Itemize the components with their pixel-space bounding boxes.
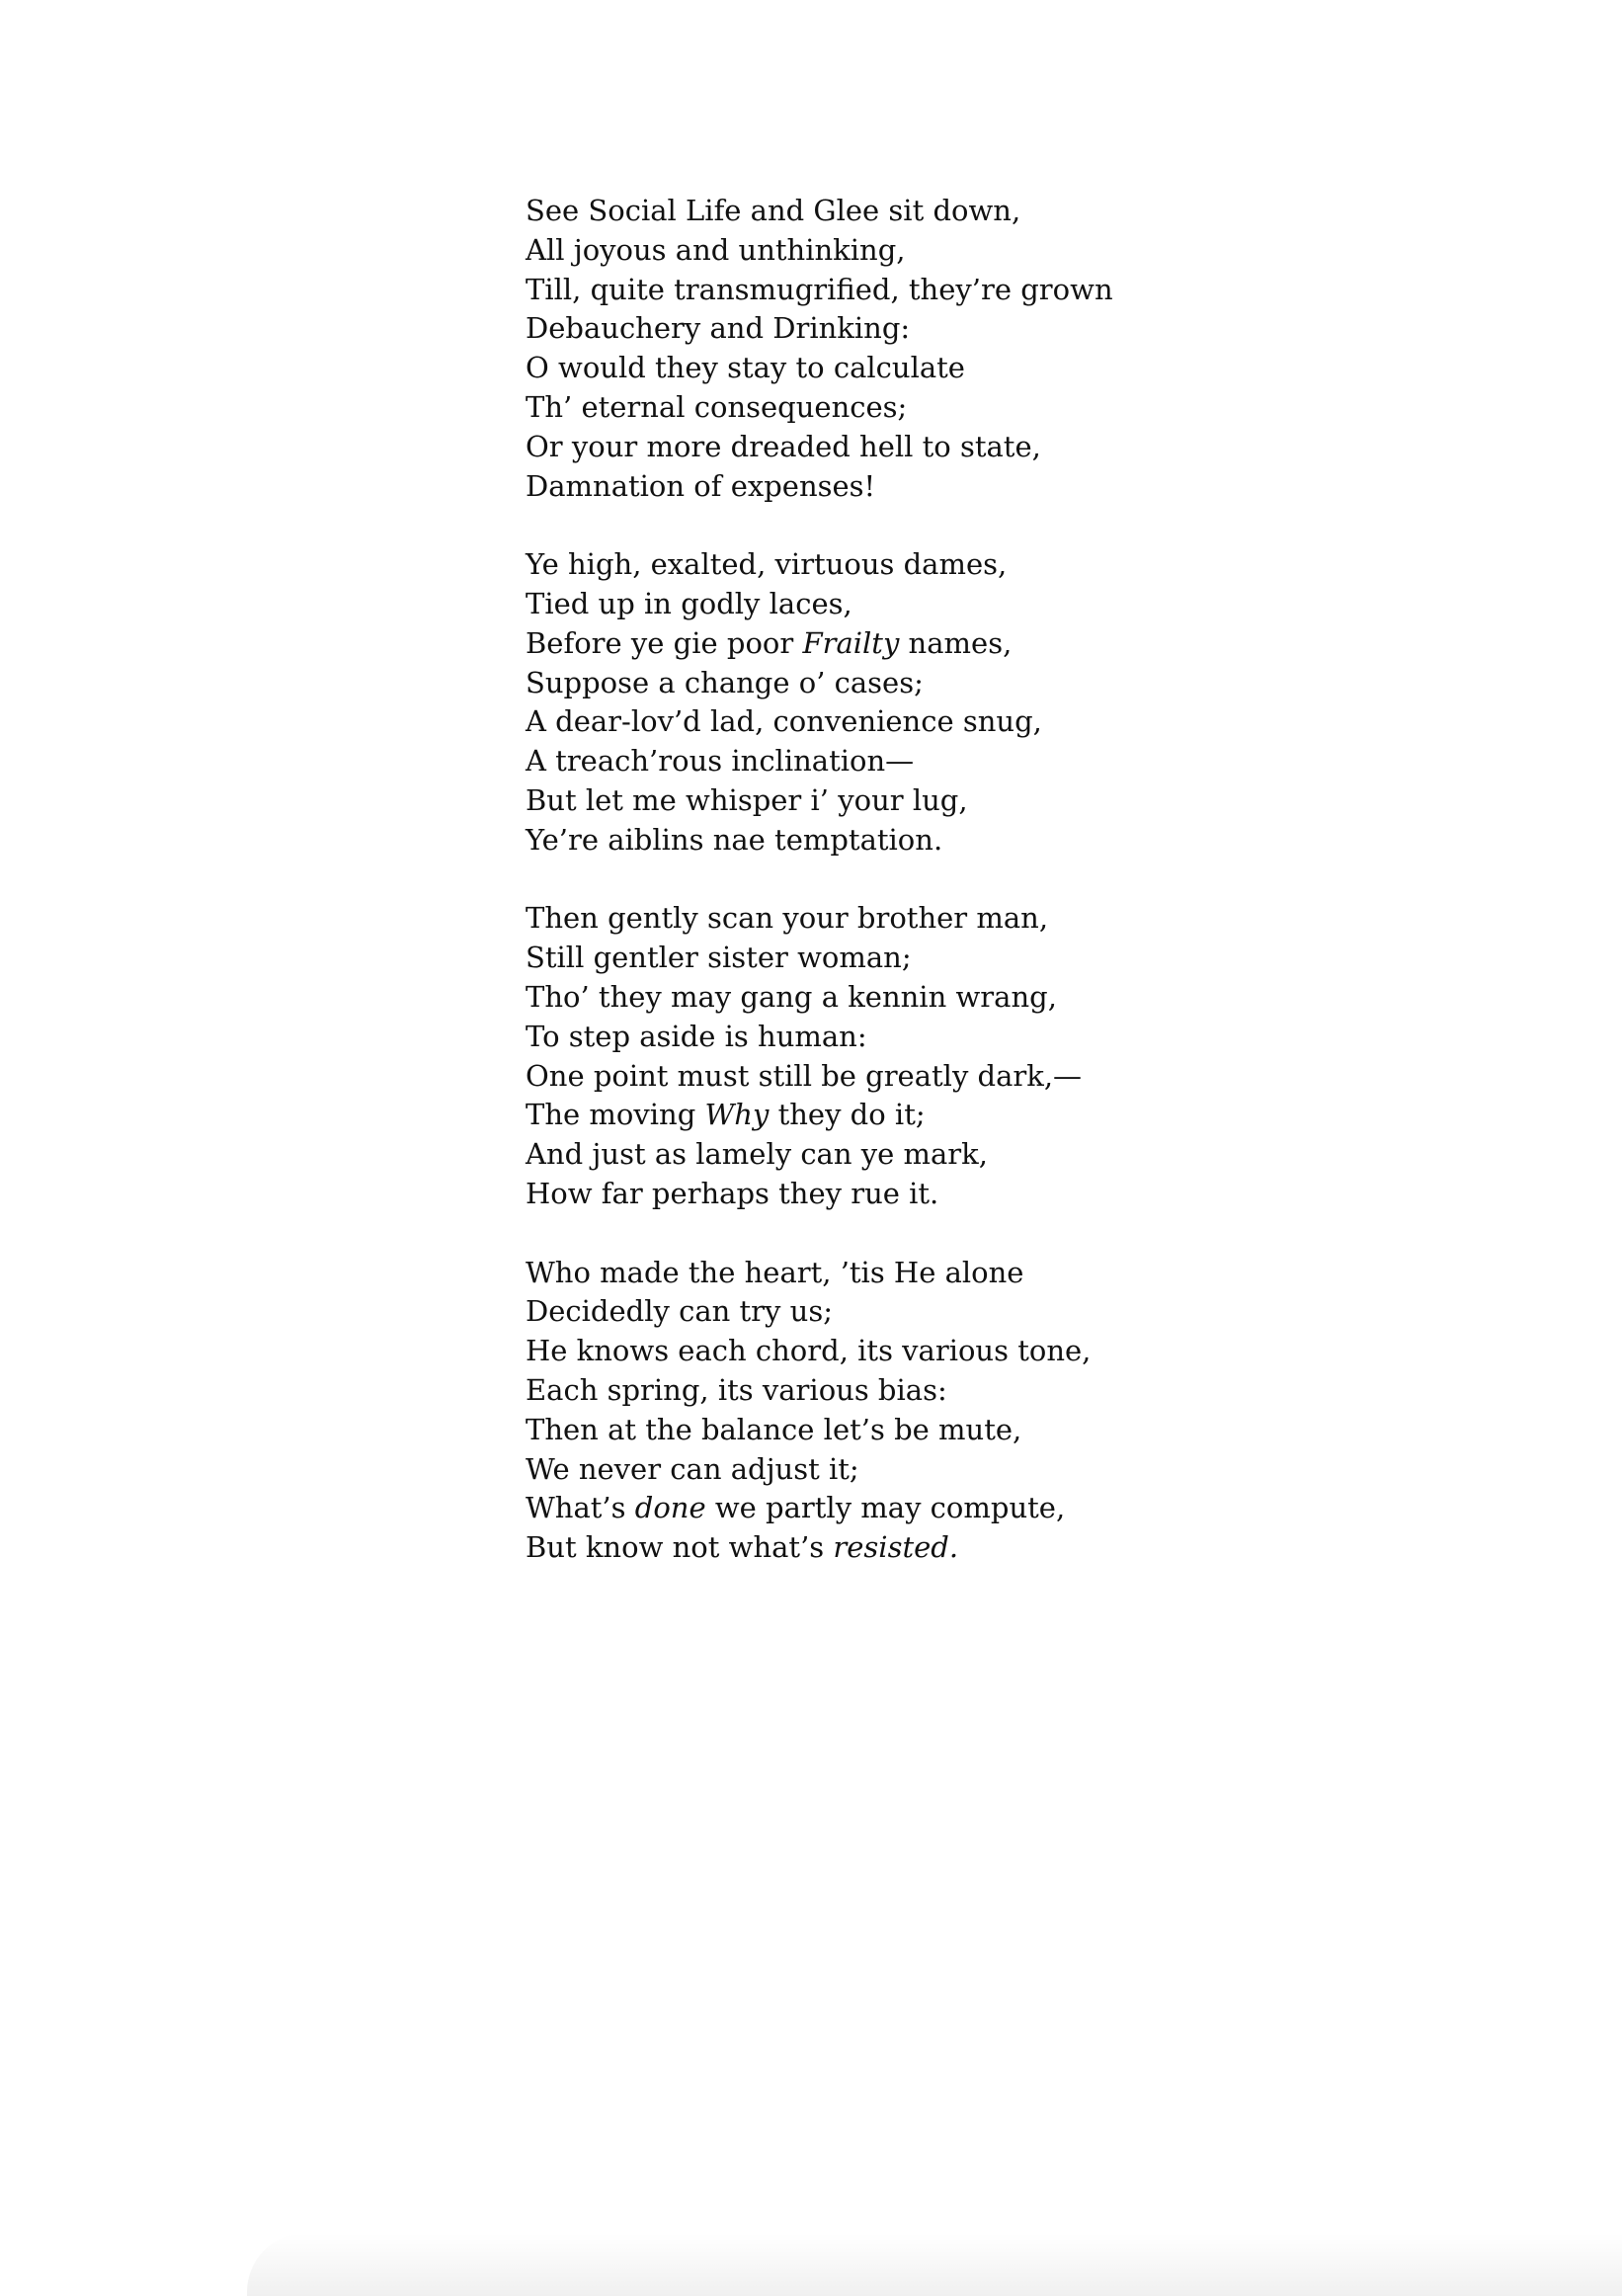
poem-line [526,428,1513,467]
line-text: Decidedly can try us; [526,1294,833,1329]
line-text: Before ye gie poor [526,625,803,660]
poem-line [526,585,1513,624]
italic-text: Frailty [802,625,900,660]
poem-line [526,192,1513,231]
poem-line [526,1135,1513,1175]
line-text: Or your more dreaded hell to state, [526,429,1041,463]
line-text: Tho’ they may gang a kennin wrang, [526,979,1057,1014]
line-text: All joyous and unthinking, [526,232,906,267]
stanza [526,545,1513,860]
line-text: A dear-lov’d lad, convenience snug, [526,704,1042,739]
poem-text [526,192,1513,1607]
poem-line [526,664,1513,703]
poem-line [526,1450,1513,1490]
line-text: names, [899,625,1013,660]
line-text: How far perhaps they rue it. [526,1176,939,1210]
stanza [526,1254,1513,1568]
line-text: Debauchery and Drinking: [526,311,911,346]
poem-line [526,1528,1513,1568]
line-text: Still gentler sister woman; [526,941,912,975]
line-text: Ye high, exalted, virtuous dames, [526,547,1008,582]
poem-line [526,1332,1513,1371]
line-text: What’s [526,1491,635,1525]
poem-line [526,388,1513,428]
page-edge-shadow [247,2233,1622,2296]
poem-line [526,467,1513,507]
line-text: O would they stay to calculate [526,351,965,385]
poem-line [526,1292,1513,1332]
poem-line [526,271,1513,310]
poem-line [526,1371,1513,1411]
poem-line [526,821,1513,861]
poem-line [526,1411,1513,1450]
line-text: Ye’re aiblins nae temptation. [526,822,943,857]
poem-line [526,1254,1513,1293]
line-text: Th’ eternal consequences; [526,389,908,424]
line-text: Damnation of expenses! [526,468,876,503]
italic-text: Why [704,1098,770,1132]
poem-line [526,978,1513,1018]
line-text: Then at the balance let’s be mute, [526,1412,1022,1446]
poem-line [526,939,1513,978]
italic-text: resisted. [833,1530,959,1565]
line-text: Who made the heart, ’tis He alone [526,1255,1024,1289]
line-text: The moving [526,1098,705,1132]
poem-line [526,309,1513,349]
poem-line [526,1096,1513,1135]
stanza [526,192,1513,506]
line-text: Each spring, its various bias: [526,1372,947,1407]
line-text: A treach’rous inclination— [526,744,915,779]
line-text: And just as lamely can ye mark, [526,1137,988,1172]
poem-line [526,1175,1513,1214]
italic-text: done [634,1491,706,1525]
line-text: Tied up in godly laces, [526,586,852,620]
line-text: we partly may compute, [705,1491,1066,1525]
line-text: He knows each chord, its various tone, [526,1334,1092,1368]
line-text: We never can adjust it; [526,1451,859,1486]
line-text: One point must still be greatly dark,— [526,1058,1083,1093]
line-text: Suppose a change o’ cases; [526,665,924,699]
poem-line [526,781,1513,821]
line-text: Till, quite transmugrified, they’re grown [526,272,1113,306]
poem-line [526,702,1513,742]
line-text: But know not what’s [526,1530,834,1565]
poem-line [526,624,1513,664]
poem-line [526,349,1513,388]
line-text: But let me whisper i’ your lug, [526,782,968,817]
line-text: See Social Life and Glee sit down, [526,194,1021,227]
line-text: Then gently scan your brother man, [526,901,1049,936]
line-text: they do it; [769,1098,926,1132]
poem-line [526,1018,1513,1057]
poem-line [526,1489,1513,1528]
poem-line [526,899,1513,939]
stanza [526,899,1513,1213]
poem-line [526,742,1513,781]
poem-line [526,545,1513,585]
poem-line [526,1057,1513,1097]
poem-line [526,231,1513,271]
line-text: To step aside is human: [526,1019,867,1053]
